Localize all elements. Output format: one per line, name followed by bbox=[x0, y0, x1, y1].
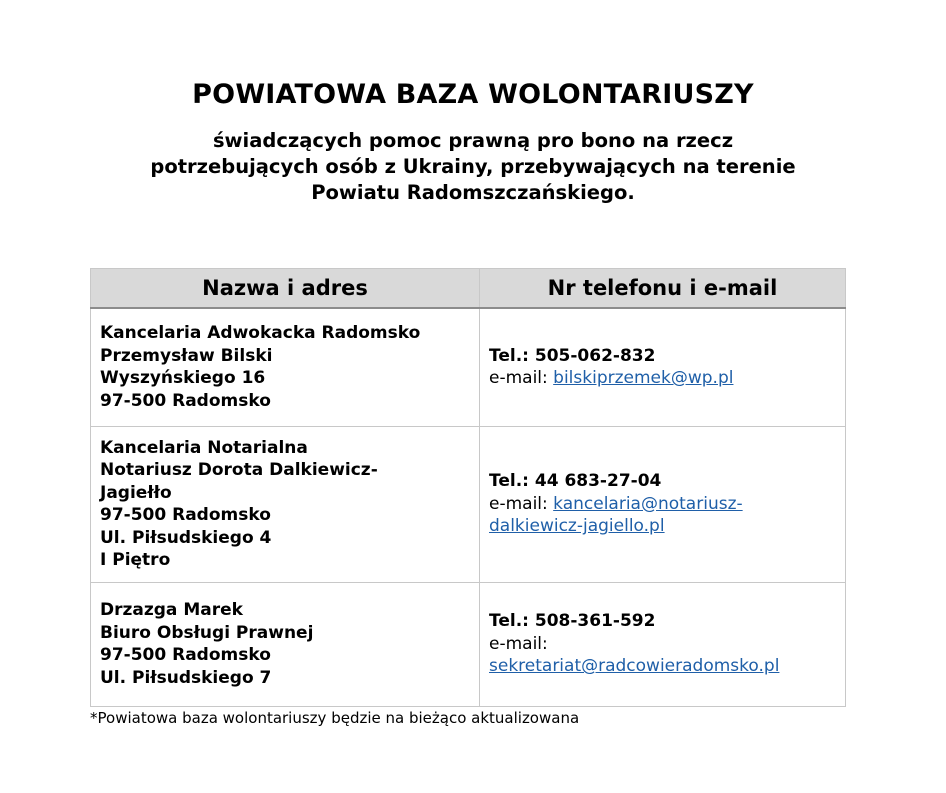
address-line: Ul. Piłsudskiego 7 bbox=[100, 667, 272, 688]
table-row bbox=[91, 426, 846, 582]
address-cell bbox=[91, 582, 480, 706]
email-label: e-mail: bbox=[489, 633, 548, 654]
email-label-line bbox=[489, 633, 836, 656]
email-line bbox=[489, 493, 836, 516]
address-line: Biuro Obsługi Prawnej bbox=[100, 622, 314, 643]
header-phone-email: Nr telefonu i e-mail bbox=[480, 269, 846, 309]
phone-number: Tel.: 508-361-592 bbox=[489, 611, 656, 632]
table-header-row bbox=[91, 269, 846, 309]
subtitle-line: Powiatu Radomszczańskiego. bbox=[311, 181, 635, 204]
email-label: e-mail: bbox=[489, 493, 548, 514]
address-line: Drzazga Marek bbox=[100, 600, 243, 620]
address-cell bbox=[91, 426, 480, 582]
phone-number: Tel.: 44 683-27-04 bbox=[489, 471, 662, 492]
table-row bbox=[91, 582, 846, 706]
email-line-continued bbox=[489, 515, 836, 538]
contact-cell bbox=[480, 582, 846, 706]
email-label: e-mail: bbox=[489, 368, 548, 389]
address-line: I Piętro bbox=[100, 550, 171, 570]
document-subtitle bbox=[90, 128, 856, 206]
address-line: Jagiełło bbox=[100, 482, 172, 503]
document-title: POWIATOWA BAZA WOLONTARIUSZY bbox=[192, 79, 754, 110]
table-row bbox=[91, 308, 846, 426]
email-link[interactable]: sekretariat@radcowieradomsko.pl bbox=[489, 656, 780, 677]
address-line: Kancelaria Notarialna bbox=[100, 437, 308, 458]
phone-number: Tel.: 505-062-832 bbox=[489, 345, 656, 366]
email-link-continued[interactable]: dalkiewicz-jagiello.pl bbox=[489, 516, 665, 537]
contact-cell bbox=[480, 426, 846, 582]
header-name-address: Nazwa i adres bbox=[91, 269, 480, 309]
subtitle-line: potrzebujących osób z Ukrainy, przebywających na terenie bbox=[150, 155, 796, 178]
subtitle-line: świadczących pomoc prawną pro bono na rzecz bbox=[212, 129, 734, 152]
address-line: Przemysław Bilski bbox=[100, 345, 273, 366]
email-link[interactable]: bilskiprzemek@wp.pl bbox=[553, 368, 734, 389]
address-line: 97-500 Radomsko bbox=[100, 645, 271, 665]
email-line bbox=[489, 367, 836, 390]
address-line: Notariusz Dorota Dalkiewicz- bbox=[100, 460, 378, 480]
volunteer-table bbox=[90, 268, 846, 707]
contact-cell bbox=[480, 308, 846, 426]
email-link[interactable]: kancelaria@notariusz- bbox=[553, 493, 743, 514]
address-line: Kancelaria Adwokacka Radomsko bbox=[100, 323, 421, 344]
address-cell bbox=[91, 308, 480, 426]
address-line: 97-500 Radomsko bbox=[100, 505, 271, 525]
address-line: 97-500 Radomsko bbox=[100, 390, 271, 411]
address-line: Ul. Piłsudskiego 4 bbox=[100, 527, 272, 548]
footnote: *Powiatowa baza wolontariuszy będzie na bieżąco aktualizowana bbox=[90, 709, 580, 727]
email-line bbox=[489, 655, 836, 678]
address-line: Wyszyńskiego 16 bbox=[100, 368, 266, 389]
